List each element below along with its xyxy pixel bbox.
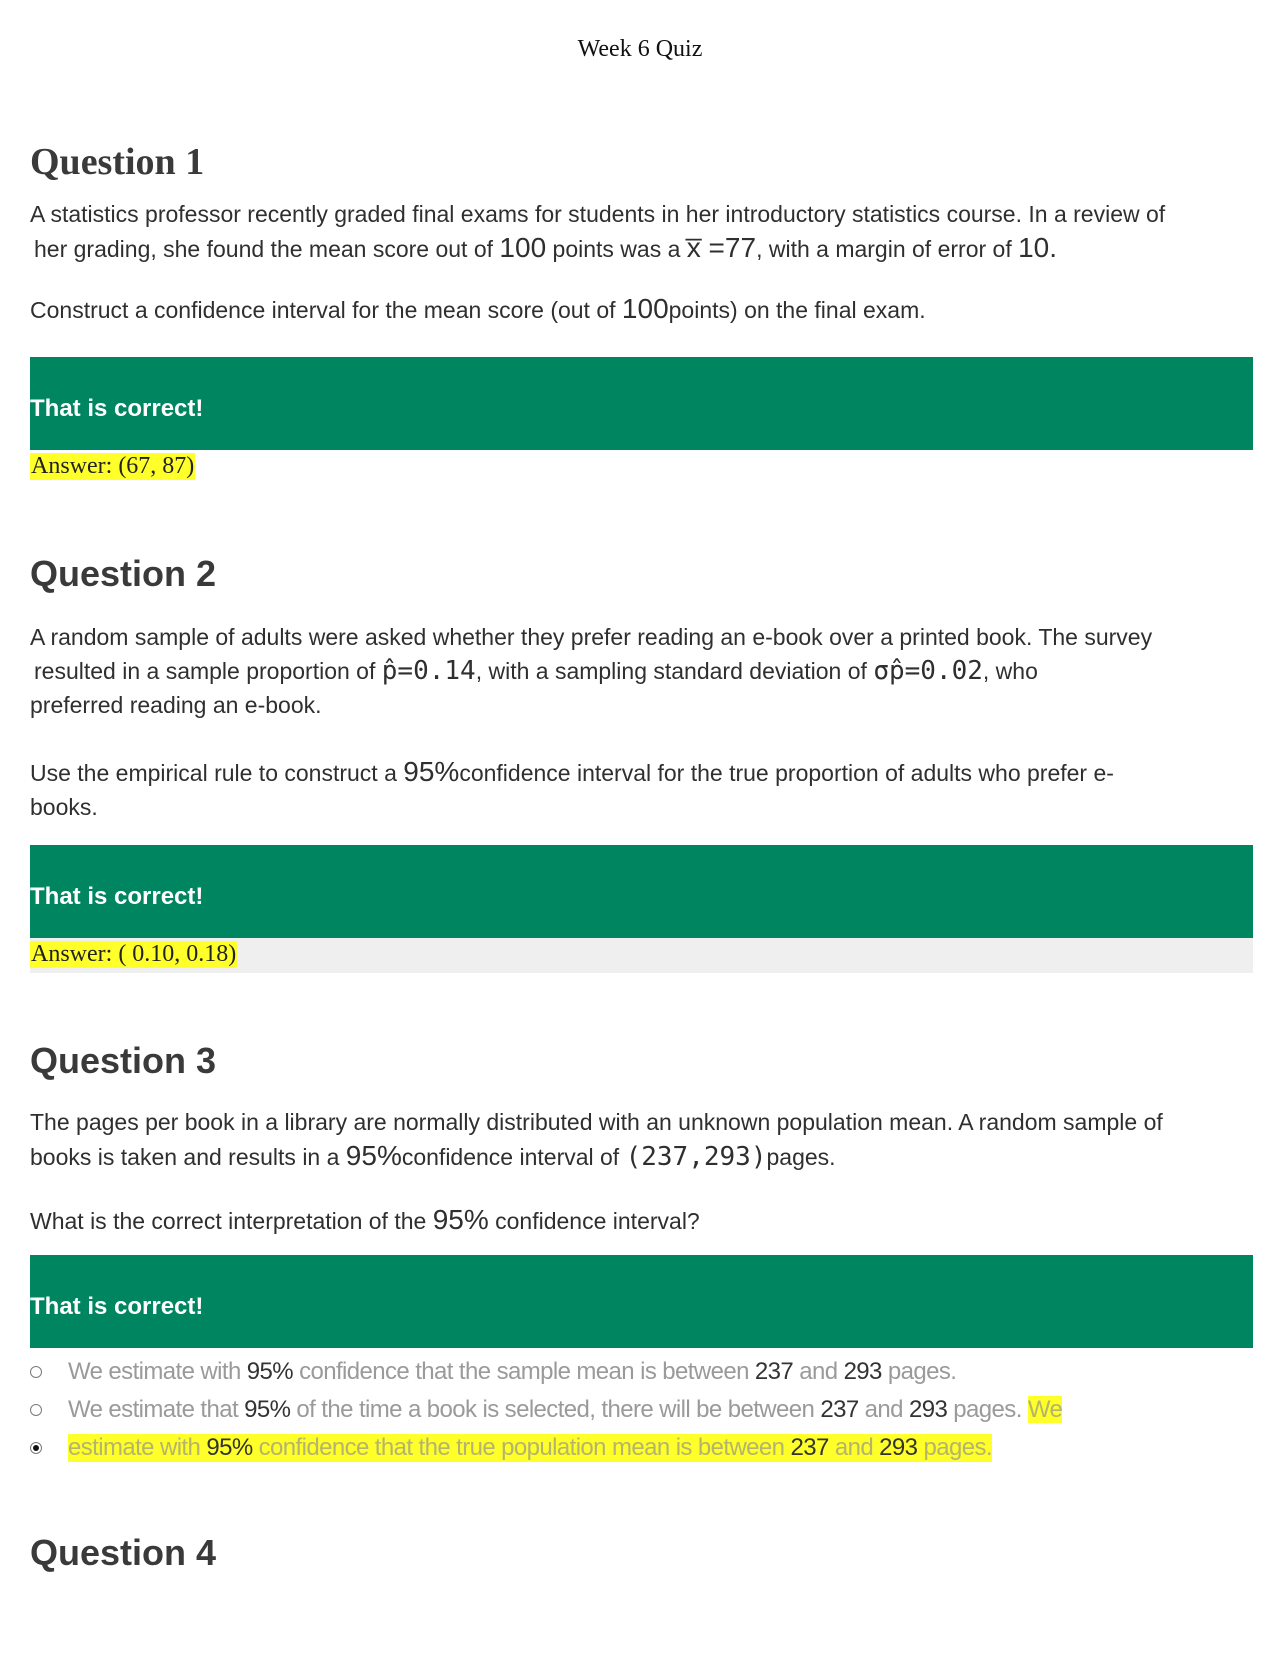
question-1-text: A statistics professor recently graded final exams for students in her introductory statistics course. In a review of her grading, she found the mean score out of 100 points was a x̅ =77, with a margin of error of 10. bbox=[30, 201, 1166, 263]
question-1-heading: Question 1 bbox=[30, 141, 205, 183]
radio-button-selected[interactable] bbox=[30, 1442, 42, 1454]
feedback-text: That is correct! bbox=[30, 395, 204, 422]
question-3-heading: Question 3 bbox=[30, 1040, 217, 1081]
option-2[interactable] bbox=[30, 1396, 1260, 1432]
feedback-bar-q2 bbox=[30, 845, 1253, 938]
feedback-text: That is correct! bbox=[30, 1293, 204, 1320]
option-3-label: estimate with 95% confidence that the true population mean is between 237 and 293 pages. bbox=[68, 1434, 992, 1461]
question-3-text: The pages per book in a library are normally distributed with an unknown population mean. A random sample of books is taken and results in a 95%confidence interval of (237,293)pages. bbox=[30, 1109, 1163, 1172]
radio-button[interactable] bbox=[30, 1366, 42, 1378]
answer-q2: Answer: ( 0.10, 0.18) bbox=[31, 941, 237, 967]
question-2-prompt: Use the empirical rule to construct a 95%confidence interval for the true proportion of adults who prefer e- books. bbox=[30, 756, 1114, 820]
question-4-heading: Question 4 bbox=[30, 1532, 217, 1573]
answer-row-q1 bbox=[30, 450, 1253, 485]
answer-row-q2 bbox=[30, 938, 1253, 973]
option-1-label: We estimate with 95% confidence that the sample mean is between 237 and 293 pages. bbox=[68, 1358, 957, 1385]
question-1-prompt: Construct a confidence interval for the mean score (out of 100points) on the final exam. bbox=[30, 293, 926, 324]
feedback-text: That is correct! bbox=[30, 883, 204, 910]
option-2-label: We estimate that 95% of the time a book is selected, there will be between 237 and 293 pages. We bbox=[68, 1396, 1063, 1423]
question-3-prompt: What is the correct interpretation of the 95% confidence interval? bbox=[30, 1204, 700, 1235]
question-2-heading: Question 2 bbox=[30, 553, 217, 594]
question-2-text: A random sample of adults were asked whether they prefer reading an e-book over a printed book. The survey resulted in a sample proportion of p̂=0.14, with a sampling standard deviation of σp̂=0.02, who preferred reading an e-book. bbox=[30, 624, 1153, 718]
feedback-bar-q3 bbox=[30, 1255, 1253, 1348]
page-title: Week 6 Quiz bbox=[577, 36, 703, 62]
feedback-bar-q1 bbox=[30, 357, 1253, 450]
option-1[interactable] bbox=[30, 1358, 1260, 1394]
answer-q1: Answer: (67, 87) bbox=[31, 453, 195, 479]
radio-button[interactable] bbox=[30, 1404, 42, 1416]
option-3[interactable] bbox=[30, 1434, 1260, 1470]
